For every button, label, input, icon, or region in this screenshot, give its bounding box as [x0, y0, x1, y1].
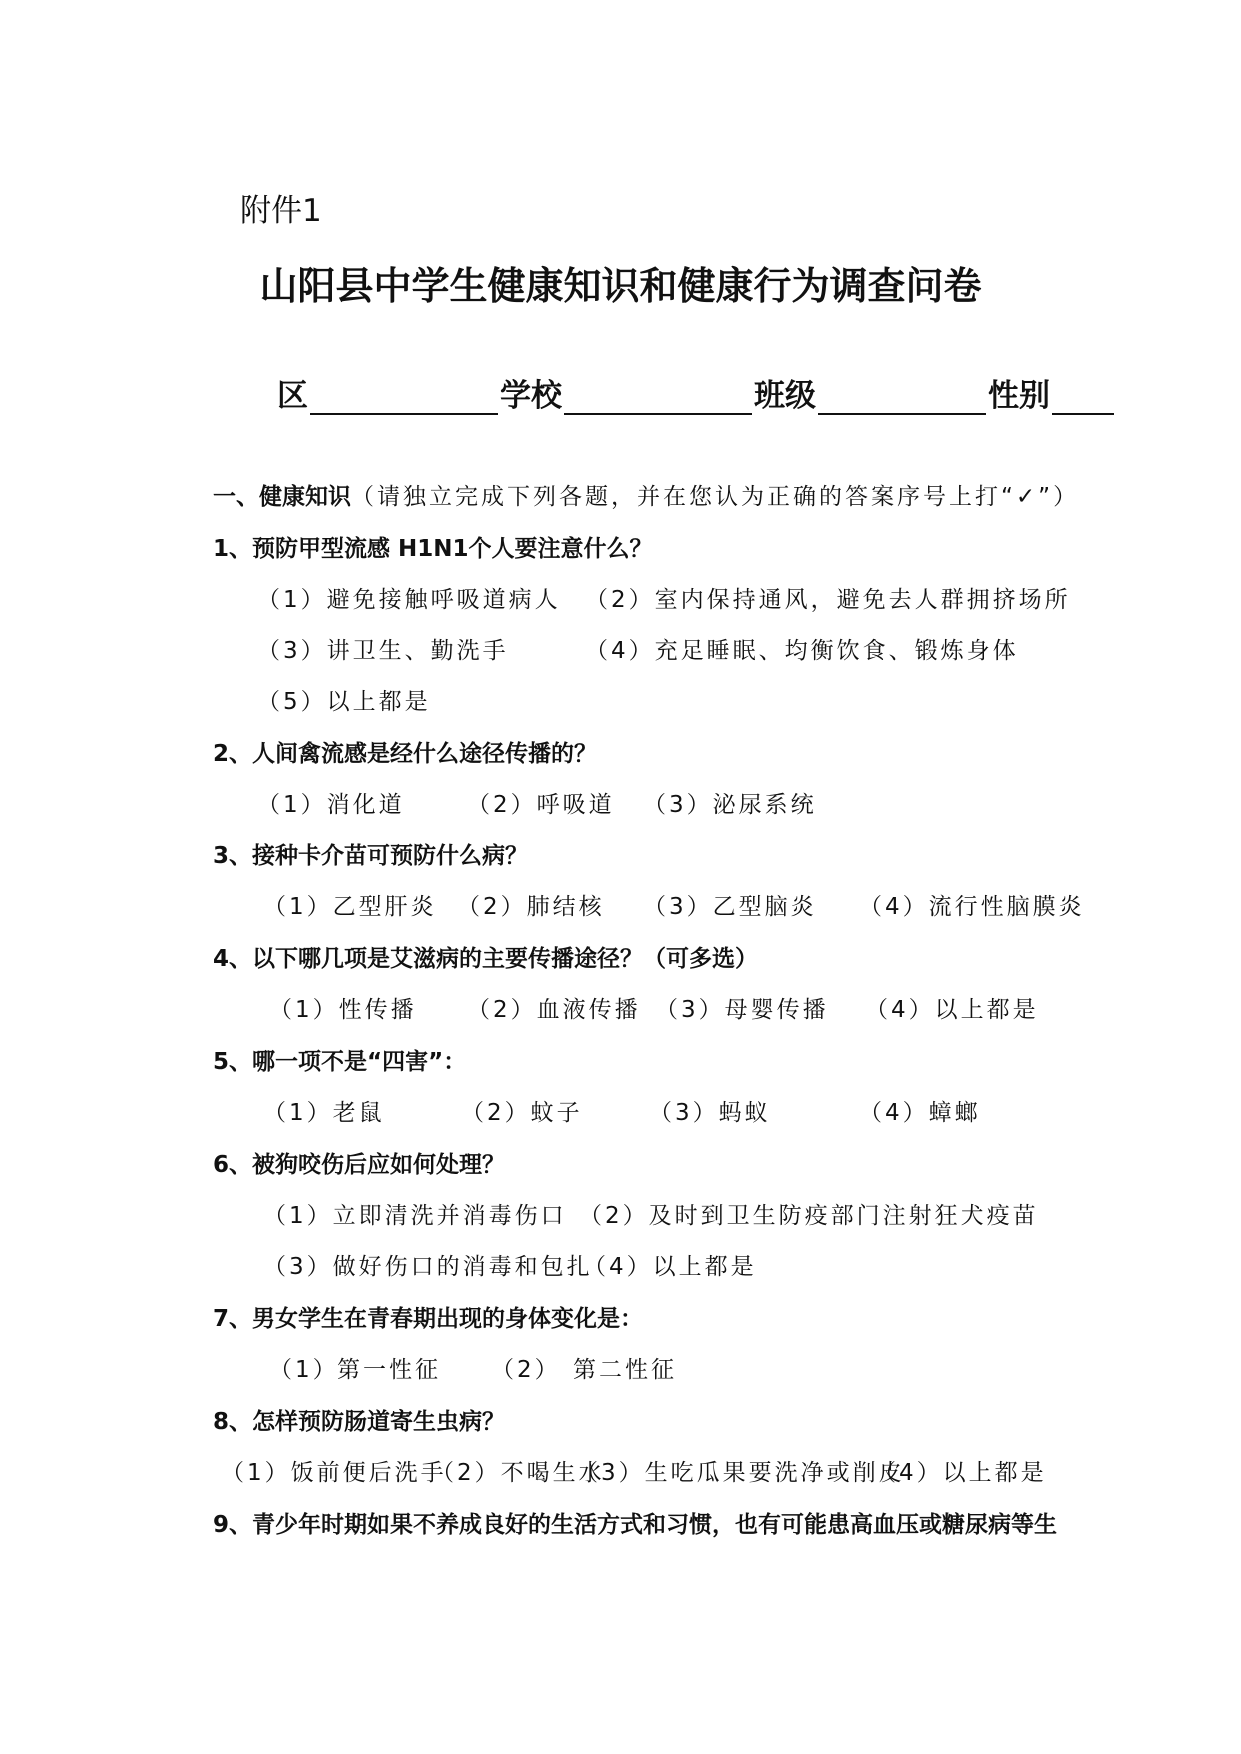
q6-option-3[interactable]: （3）做好伤口的消毒和包扎	[263, 1254, 593, 1280]
question-8: 8、怎样预防肠道寄生虫病？	[213, 1409, 506, 1435]
q1-option-1[interactable]: （1）避免接触呼吸道病人	[257, 587, 561, 613]
section-instruction: （请独立完成下列各题，并在您认为正确的答案序号上打“✓”）	[351, 484, 1080, 510]
question-5: 5、哪一项不是“四害”：	[213, 1049, 467, 1075]
q1-option-2[interactable]: （2）室内保持通风，避免去人群拥挤场所	[585, 587, 1071, 613]
question-9: 9、青少年时期如果不养成良好的生活方式和习惯，也有可能患高血压或糖尿病等生	[213, 1512, 1058, 1538]
q3-option-4[interactable]: （4）流行性脑膜炎	[859, 894, 1085, 920]
q1-option-4[interactable]: （4）充足睡眠、均衡饮食、锻炼身体	[585, 638, 1019, 664]
q8-option-4[interactable]: （4）以上都是	[873, 1460, 1047, 1486]
question-3: 3、接种卡介苗可预防什么病？	[213, 843, 529, 869]
q4-option-1[interactable]: （1）性传播	[269, 997, 417, 1023]
q5-option-4[interactable]: （4）蟑螂	[859, 1100, 981, 1126]
question-2: 2、人间禽流感是经什么途径传播的？	[213, 741, 598, 767]
q2-option-1[interactable]: （1）消化道	[257, 792, 405, 818]
q4-option-4[interactable]: （4）以上都是	[865, 997, 1039, 1023]
question-7: 7、男女学生在青春期出现的身体变化是：	[213, 1306, 644, 1332]
district-label: 区	[277, 378, 308, 414]
q2-option-2[interactable]: （2）呼吸道	[467, 792, 615, 818]
q5-option-2[interactable]: （2）蚊子	[461, 1100, 583, 1126]
school-label: 学校	[500, 378, 562, 414]
q3-option-1[interactable]: （1）乙型肝炎	[263, 894, 437, 920]
q6-option-2[interactable]: （2）及时到卫生防疫部门注射狂犬疫苗	[579, 1203, 1039, 1229]
q7-option-1-marker[interactable]: （1）	[269, 1357, 339, 1383]
gender-blank[interactable]	[1052, 383, 1114, 415]
q1-option-5[interactable]: （5）以上都是	[257, 689, 431, 715]
q7-option-2-label[interactable]: 第二性征	[573, 1357, 677, 1383]
question-6: 6、被狗咬伤后应如何处理？	[213, 1152, 506, 1178]
section-heading	[213, 478, 1079, 511]
district-blank[interactable]	[310, 383, 498, 415]
section-title: 一、健康知识	[213, 484, 351, 510]
gender-label: 性别	[988, 378, 1050, 414]
q4-option-2[interactable]: （2）血液传播	[467, 997, 641, 1023]
school-blank[interactable]	[564, 383, 752, 415]
attachment-label: 附件1	[240, 193, 322, 229]
q8-option-2[interactable]: （2）不喝生水	[431, 1460, 605, 1486]
q3-option-2[interactable]: （2）肺结核	[457, 894, 605, 920]
class-blank[interactable]	[818, 383, 986, 415]
q7-option-2-marker[interactable]: （2）	[491, 1357, 561, 1383]
q7-option-1-label[interactable]: 第一性征	[337, 1357, 441, 1383]
q1-option-3[interactable]: （3）讲卫生、勤洗手	[257, 638, 509, 664]
q4-option-3[interactable]: （3）母婴传播	[655, 997, 829, 1023]
q8-option-3[interactable]: （3）生吃瓜果要洗净或削皮	[575, 1460, 905, 1486]
class-label: 班级	[754, 378, 816, 414]
q8-option-1[interactable]: （1）饭前便后洗手	[221, 1460, 447, 1486]
q2-option-3[interactable]: （3）泌尿系统	[643, 792, 817, 818]
respondent-info-fields	[277, 370, 1116, 415]
q6-option-4[interactable]: （4）以上都是	[583, 1254, 757, 1280]
page-title: 山阳县中学生健康知识和健康行为调查问卷	[259, 264, 982, 308]
q6-option-1[interactable]: （1）立即清洗并消毒伤口	[263, 1203, 567, 1229]
question-1: 1、预防甲型流感 H1N1个人要注意什么？	[213, 536, 653, 562]
q5-option-3[interactable]: （3）蚂蚁	[649, 1100, 771, 1126]
q3-option-3[interactable]: （3）乙型脑炎	[643, 894, 817, 920]
q5-option-1[interactable]: （1）老鼠	[263, 1100, 385, 1126]
question-4: 4、以下哪几项是艾滋病的主要传播途径？（可多选）	[213, 946, 759, 972]
